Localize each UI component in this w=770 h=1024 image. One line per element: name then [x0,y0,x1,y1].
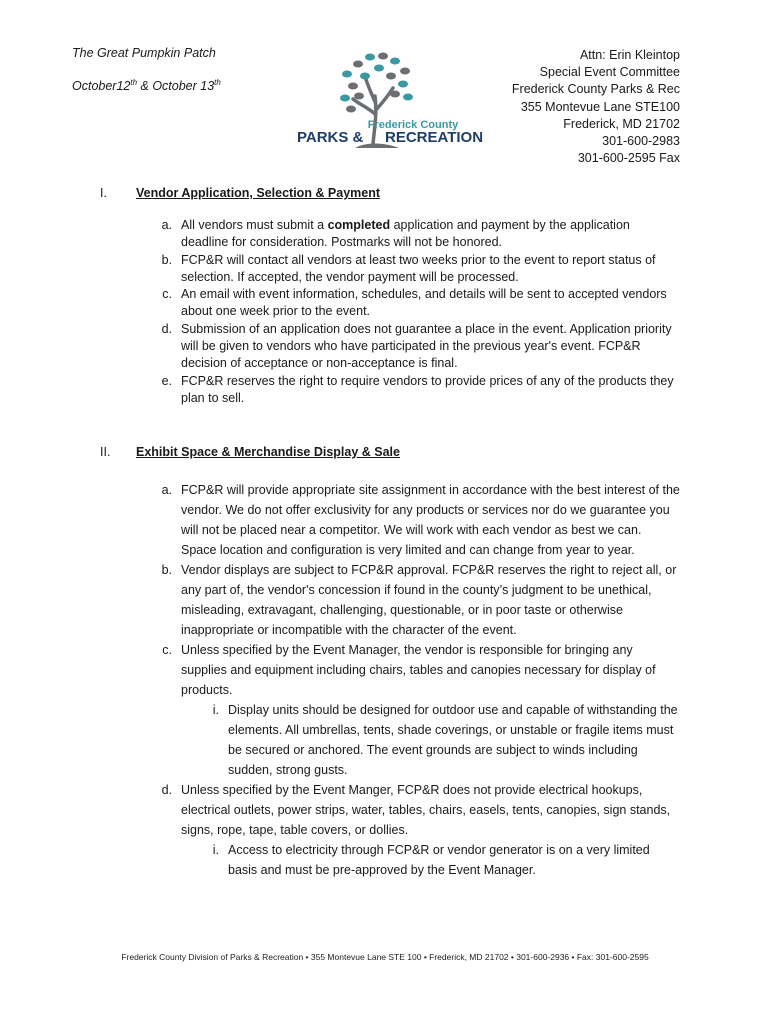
section-list [100,217,680,407]
section-list [100,480,680,880]
list-item: b. FCP&R will contact all vendors at least two weeks prior to the event to report status of selection. If accepted, the vendor payment will be processed. [161,252,656,284]
list-item: c. Unless specified by the Event Manager, the vendor is responsible for bringing any supplies and equipment including chairs, tables and canopies necessary for display of products. [162,643,656,697]
list-item: b. Vendor displays are subject to FCP&R approval. FCP&R reserves the right to reject all, or any part of, the vendor's concession if found in the county’s judgment to be unethical, misleading, extravagant, challenging, questionable, or in poor taste or otherwise inappropriate or incompatible with the character of the event. [161,563,677,637]
section-numeral: II. [100,445,111,459]
attn-line: 301-600-2595 Fax [577,151,680,166]
attn-line: Attn: Erin Kleintop [579,48,680,62]
attention-address [512,47,680,167]
list-item: d. Unless specified by the Event Manger, FCP&R does not provide electrical hookups, electrical outlets, power strips, water, tables, chairs, easels, tents, canopies, sign stands, signs, rope, tape, table covers, or dollies. [161,783,671,837]
section-exhibit-space [100,445,680,880]
section-heading [100,186,680,200]
attn-line: 301-600-2983 [602,134,680,149]
logo-line2b: RECREATION [385,129,484,146]
list-item: a. FCP&R will provide appropriate site assignment in accordance with the best interest of the vendor. We do not offer exclusivity for any products or services nor do we guarantee you will not be placed near a competitor. We will work with each vendor as best we can. Space location and configuration is very limited and can change from year to year. [161,483,680,557]
list-item: a. All vendors must submit a completed application and payment by the application deadline for consideration. Postmarks will not be honored. [161,218,630,250]
list-item: e. FCP&R reserves the right to require vendors to provide prices of any of the products they plan to sell. [161,373,674,405]
list-subitem: i. Display units should be designed for outdoor use and capable of withstanding the elements. All umbrellas, tents, shade coverings, or unstable or fragile items must be secured or anchored. The event grounds are subject to winds including sudden, strong gusts. [212,703,678,777]
event-title: The Great Pumpkin Patch [72,46,216,60]
event-dates: October12th & October 13th [72,77,221,93]
list-item: c. An email with event information, schedules, and details will be sent to accepted vendors about one week prior to the event. [162,287,667,319]
section-numeral: I. [100,186,107,200]
attn-line: 355 Montevue Lane STE100 [520,99,680,114]
section-title: Vendor Application, Selection & Payment [136,186,381,200]
attn-line: Frederick, MD 21702 [563,116,680,131]
logo-line1: Frederick County [367,119,459,131]
list-item: d. Submission of an application does not guarantee a place in the event. Application priority will be given to vendors who have participated in the previous year's event. FCP&R decision of acceptance or non-acceptance is final. [161,321,672,371]
section-vendor-application [100,186,680,407]
logo-line2a: PARKS & [297,129,364,146]
section-title: Exhibit Space & Merchandise Display & Sale [136,445,400,459]
parks-recreation-logo [295,52,490,157]
event-info [72,45,221,95]
attn-line: Frederick County Parks & Rec [511,82,680,97]
list-subitem: i. Access to electricity through FCP&R or vendor generator is on a very limited basis and must be pre-approved by the Event Manager. [212,843,650,877]
section-heading [100,445,680,459]
attn-line: Special Event Committee [539,65,680,80]
page-footer: Frederick County Division of Parks & Recreation • 355 Montevue Lane STE 100 • Frederick, MD 21702 • 301-600-2936 • Fax: 301-600-2595 [121,952,649,962]
